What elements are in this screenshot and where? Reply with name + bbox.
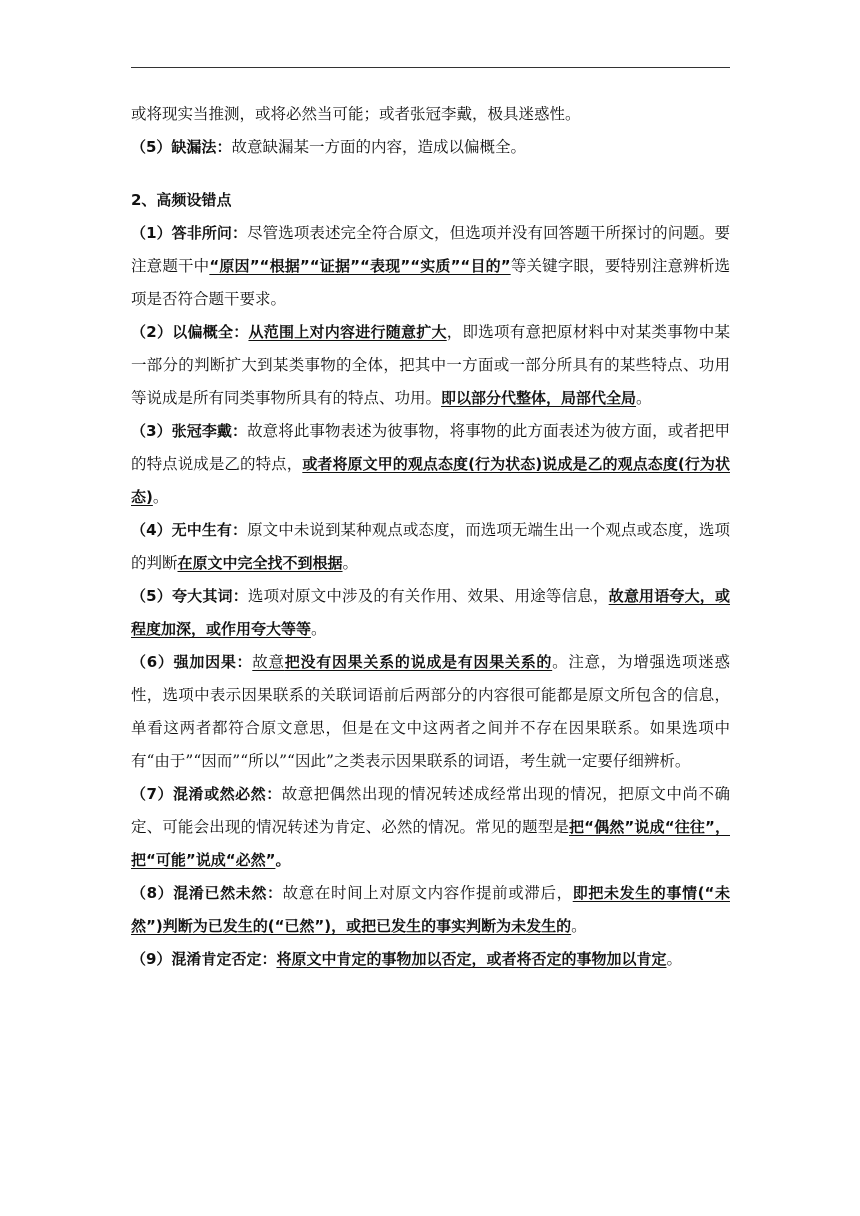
underlined-phrase: 把没有因果关系的说成是有因果关系的 <box>284 653 553 671</box>
underlined-phrase: 在原文中完全找不到根据 <box>177 554 343 572</box>
underlined-keywords: “原因”“根据”“证据”“表现”“实质”“目的” <box>209 257 511 275</box>
item-heading: （2）以偏概全： <box>131 323 249 341</box>
item-heading: （6）强加因果： <box>131 653 253 671</box>
item-heading: （1）答非所问： <box>131 224 248 242</box>
underlined-phrase: 故意用语夸大，或程度加深，或作用夸大等等 <box>131 587 730 638</box>
document-body <box>131 98 730 976</box>
paragraph-continuation: 或将现实当推测，或将必然当可能；或者张冠李戴，极具迷惑性。 <box>131 105 581 123</box>
item-heading: （7）混淆或然必然： <box>131 785 282 803</box>
underlined-phrase: 将原文中肯定的事物加以否定，或者将否定的事物加以肯定 <box>276 950 667 968</box>
header-rule <box>131 67 730 68</box>
item-heading: （3）张冠李戴： <box>131 422 248 440</box>
item-heading: （9）混淆肯定否定： <box>131 950 277 968</box>
item-heading: （8）混淆已然未然： <box>131 884 283 902</box>
item-5: （5）夸大其词：选项对原文中涉及的有关作用、效果、用途等信息，故意用语夸大，或程度加深，或作用夸大等等。 <box>131 587 730 638</box>
section-title: 2、高频设错点 <box>131 191 232 209</box>
underlined-phrase: 即把未发生的事情(“未然”)判断为已发生的(“已然”)，或把已发生的事实判断为未发生的 <box>131 884 730 935</box>
item-8: （8）混淆已然未然：故意在时间上对原文内容作提前或滞后，即把未发生的事情(“未然”)判断为已发生的(“已然”)，或把已发生的事实判断为未发生的。 <box>131 884 730 935</box>
underlined-phrase: 把“偶然”说成“往往”，把“可能”说成“必然” <box>131 818 730 869</box>
underlined-phrase: 或者将原文甲的观点态度(行为状态)说成是乙的观点态度(行为状态) <box>131 455 730 506</box>
item-4: （4）无中生有：原文中未说到某种观点或态度，而选项无端生出一个观点或态度，选项的判断在原文中完全找不到根据。 <box>131 521 730 572</box>
item-heading: （4）无中生有： <box>131 521 248 539</box>
paragraph-omission-method: （5）缺漏法：故意缺漏某一方面的内容，造成以偏概全。 <box>131 138 526 156</box>
item-9: （9）混淆肯定否定：将原文中肯定的事物加以否定，或者将否定的事物加以肯定。 <box>131 950 682 968</box>
underlined-phrase: 即以部分代整体，局部代全局 <box>441 389 637 407</box>
item-2: （2）以偏概全：从范围上对内容进行随意扩大，即选项有意把原材料中对某类事物中某一部分的判断扩大到某类事物的全体，把其中一方面或一部分所具有的某些特点、功用等说成是所有同类事物所具有的特点、功用。即以部分代整体，局部代全局。 <box>131 323 730 407</box>
item-heading: （5）夸大其词： <box>131 587 248 605</box>
underlined-word: 故意 <box>252 653 285 671</box>
item-6: （6）强加因果：故意把没有因果关系的说成是有因果关系的。注意，为增强选项迷惑性，选项中表示因果联系的关联词语前后两部分的内容很可能都是原文所包含的信息，单看这两者都符合原文意思，但是在文中这两者之间并不存在因果联系。如果选项中有“由于”“因而”“所以”“因此”之类表示因果联系的词语，考生就一定要仔细辨析。 <box>131 653 730 770</box>
item-7: （7）混淆或然必然：故意把偶然出现的情况转述成经常出现的情况，把原文中尚不确定、可能会出现的情况转述为肯定、必然的情况。常见的题型是把“偶然”说成“往往”，把“可能”说成“必然”。 <box>131 785 730 869</box>
underlined-phrase: 从范围上对内容进行随意扩大 <box>248 323 447 341</box>
item-1: （1）答非所问：尽管选项表述完全符合原文，但选项并没有回答题干所探讨的问题。要注意题干中“原因”“根据”“证据”“表现”“实质”“目的”等关键字眼，要特别注意辨析选项是否符合题干要求。 <box>131 224 730 308</box>
item-heading: （5）缺漏法： <box>131 138 232 156</box>
item-3: （3）张冠李戴：故意将此事物表述为彼事物，将事物的此方面表述为彼方面，或者把甲的特点说成是乙的特点，或者将原文甲的观点态度(行为状态)说成是乙的观点态度(行为状态)。 <box>131 422 730 506</box>
